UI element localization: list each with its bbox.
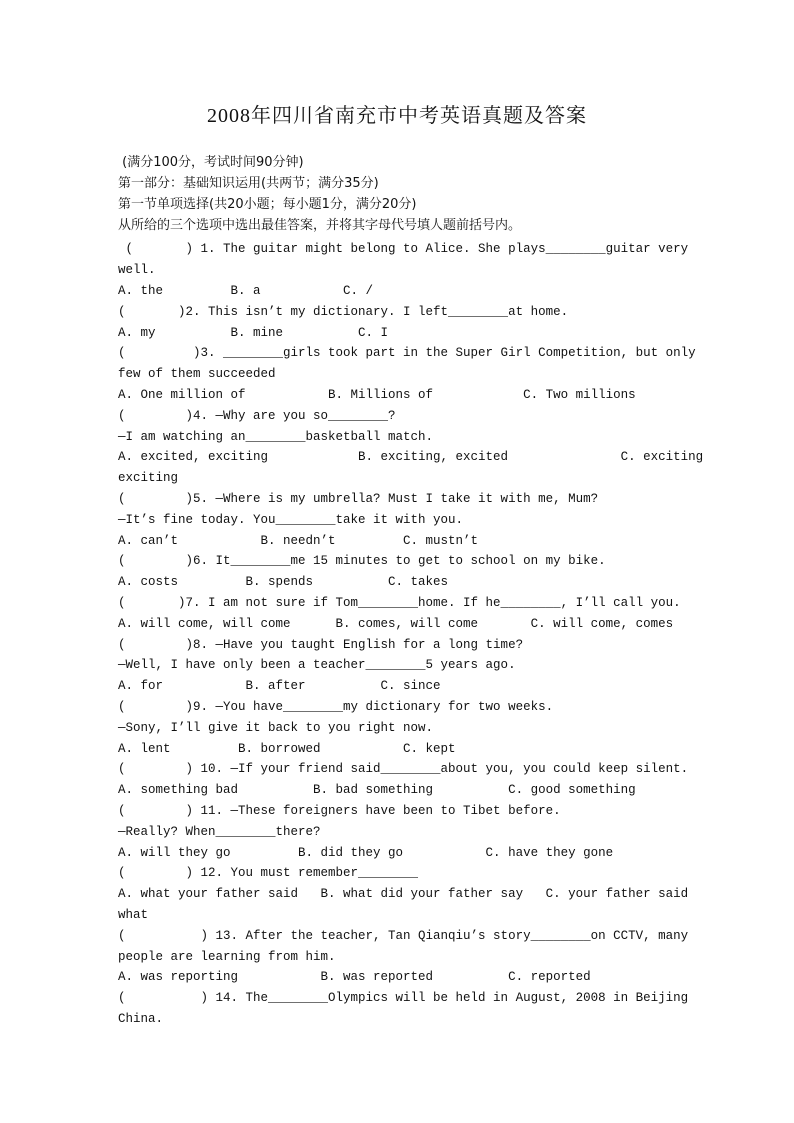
part-heading: 第一部分：基础知识运用(共两节；满分35分): [118, 176, 379, 191]
question-line: people are learning from him.: [118, 950, 336, 964]
options-line: A. my B. mine C. I: [118, 326, 389, 340]
options-line: A. will come, will come B. comes, will come C. will come, comes: [118, 617, 674, 631]
question-line: ( )9. —You have________my dictionary for two weeks.: [118, 700, 554, 714]
question-line: ( ) 12. You must remember________: [118, 866, 419, 880]
question-line: —Really? When________there?: [118, 825, 321, 839]
question-line: —I am watching an________basketball match.: [118, 430, 434, 444]
options-line: A. costs B. spends C. takes: [118, 575, 449, 589]
options-line: A. can’t B. needn’t C. mustn’t: [118, 534, 479, 548]
question-line: ( )7. I am not sure if Tom________home. If he________, I’ll call you.: [118, 596, 681, 610]
options-line: A. will they go B. did they go C. have they gone: [118, 846, 614, 860]
question-line: ( ) 11. —These foreigners have been to Tibet before.: [118, 804, 561, 818]
score-time-note: (满分100分，考试时间90分钟): [118, 155, 304, 170]
question-line: —Sony, I’ll give it back to you right now.: [118, 721, 434, 735]
options-line: A. excited, exciting B. exciting, excited C. exciting: [118, 450, 704, 464]
question-line: ( )4. —Why are you so________?: [118, 409, 396, 423]
options-line: A. lent B. borrowed C. kept: [118, 742, 456, 756]
question-line: ( ) 13. After the teacher, Tan Qianqiu’s story________on CCTV, many: [118, 929, 689, 943]
question-line: ( ) 14. The________Olympics will be held in August, 2008 in Beijing: [118, 991, 689, 1005]
question-line: ( )5. —Where is my umbrella? Must I take it with me, Mum?: [118, 492, 599, 506]
options-line: what: [118, 908, 149, 922]
options-line: A. something bad B. bad something C. good something: [118, 783, 636, 797]
question-line: ( )3. ________girls took part in the Super Girl Competition, but only: [118, 346, 696, 360]
question-line: ( )8. —Have you taught English for a long time?: [118, 638, 524, 652]
options-line: A. what your father said B. what did your father say C. your father said: [118, 887, 689, 901]
section-heading: 第一节单项选择(共20小题；每小题1分，满分20分): [118, 197, 417, 212]
options-line: exciting: [118, 471, 179, 485]
question-line: well.: [118, 263, 156, 277]
options-line: A. was reporting B. was reported C. reported: [118, 970, 591, 984]
options-line: A. for B. after C. since: [118, 679, 441, 693]
page-title: 2008年四川省南充市中考英语真题及答案: [207, 105, 587, 127]
question-line: ( ) 1. The guitar might belong to Alice. She plays________guitar very: [118, 242, 689, 256]
question-line: —It’s fine today. You________take it with you.: [118, 513, 464, 527]
question-line: few of them succeeded: [118, 367, 276, 381]
options-line: A. One million of B. Millions of C. Two millions: [118, 388, 636, 402]
question-line: ( )6. It________me 15 minutes to get to school on my bike.: [118, 554, 606, 568]
question-line: ( ) 10. —If your friend said________about you, you could keep silent.: [118, 762, 689, 776]
options-line: A. the B. a C. /: [118, 284, 374, 298]
question-line: —Well, I have only been a teacher________5 years ago.: [118, 658, 516, 672]
instruction-text: 从所给的三个选项中选出最佳答案，并将其字母代号填人题前括号内。: [118, 218, 522, 233]
question-line: China.: [118, 1012, 164, 1026]
question-line: ( )2. This isn’t my dictionary. I left________at home.: [118, 305, 569, 319]
